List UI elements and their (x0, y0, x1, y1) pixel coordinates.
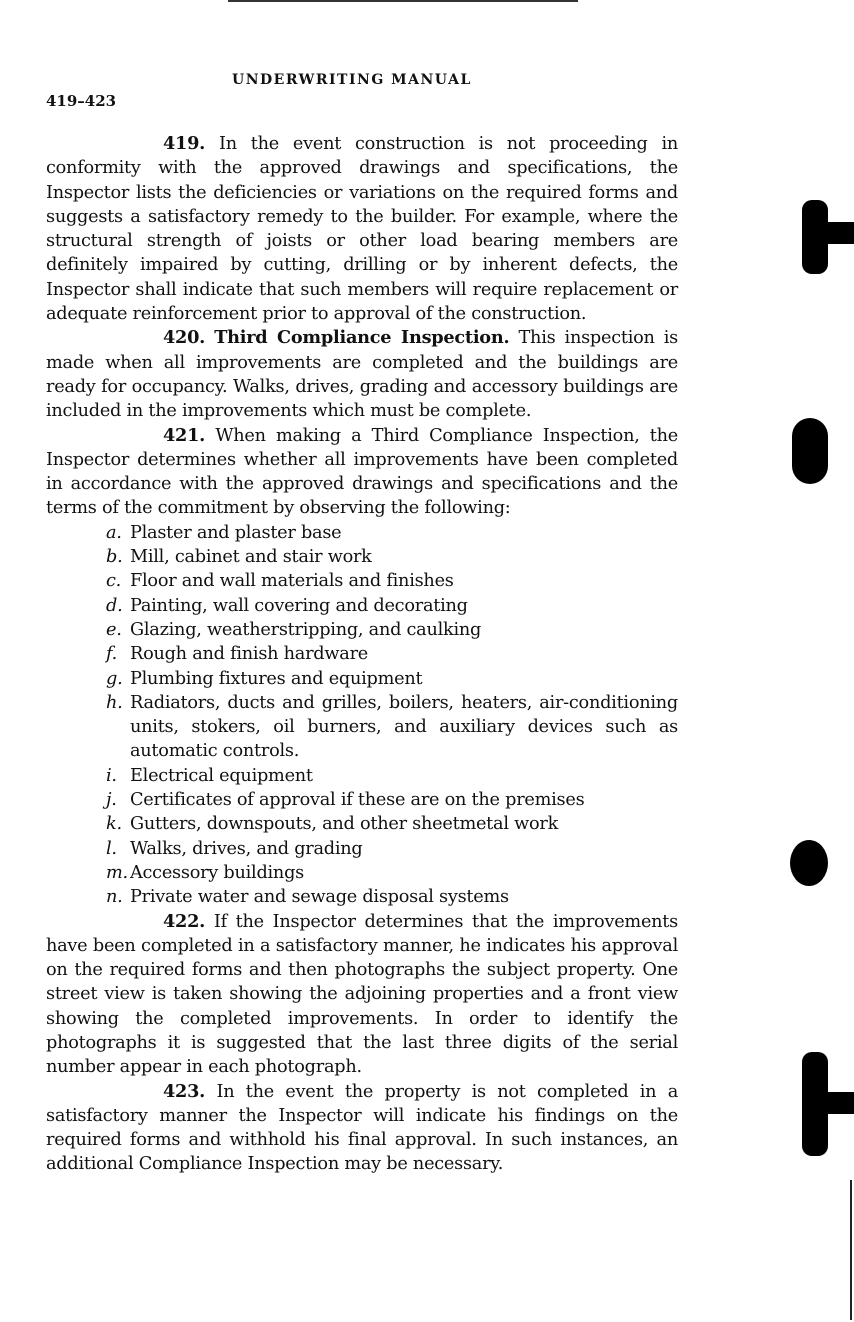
list-item (46, 521, 678, 545)
item-letter: b. (106, 547, 123, 568)
thumb-index-tab (790, 840, 828, 886)
paragraph-422 (46, 910, 678, 1080)
checklist (46, 521, 678, 910)
paragraph-number: 419. (163, 133, 206, 154)
paragraph-420 (46, 326, 678, 423)
paragraph-number: 421. (163, 424, 206, 446)
list-item (46, 545, 678, 569)
list-item (46, 667, 678, 691)
list-item (46, 642, 678, 666)
item-text: Glazing, weatherstripping, and caulking (130, 619, 482, 640)
item-letter: n. (106, 887, 123, 908)
list-item (46, 812, 678, 836)
page-edge-mark (850, 1180, 852, 1320)
section-range: 419–423 (46, 92, 117, 110)
item-letter: c. (106, 571, 122, 592)
item-letter: j. (106, 790, 117, 811)
item-letter: h. (106, 692, 123, 713)
item-letter: e. (106, 619, 122, 640)
paragraph-text: This inspection is made when all improvements are completed and the buildings are ready for occupancy. Walks, drives, grading and accessory buildings are included in the improvements which must be complete. (46, 328, 679, 422)
item-letter: f. (106, 644, 118, 665)
list-item (46, 837, 678, 861)
top-rule (228, 0, 578, 2)
list-item (46, 788, 678, 812)
item-text: Plumbing fixtures and equipment (130, 668, 423, 689)
paragraph-text: In the event the property is not completed in a satisfactory manner the Inspector will indicate his findings on the required forms and withhold his final approval. In such instances, an additional Compliance Inspection may be necessary. (46, 1081, 678, 1175)
body-text (46, 132, 678, 1177)
paragraph-423 (46, 1080, 678, 1177)
paragraph-421 (46, 424, 678, 521)
item-text: Radiators, ducts and grilles, boilers, heaters, air-conditioning units, stokers, oil burners, and auxiliary devices such as automatic controls. (130, 692, 678, 762)
item-text: Painting, wall covering and decorating (130, 595, 468, 616)
thumb-index-tab-notch (802, 222, 854, 244)
paragraph-419 (46, 132, 678, 326)
item-letter: m. (106, 862, 128, 883)
list-item (46, 691, 678, 764)
page-header: UNDERWRITING MANUAL (232, 72, 472, 88)
list-item (46, 764, 678, 788)
item-text: Plaster and plaster base (130, 522, 342, 543)
item-text: Accessory buildings (130, 862, 304, 883)
item-text: Mill, cabinet and stair work (130, 547, 372, 568)
list-item (46, 594, 678, 618)
paragraph-number: 423. (163, 1080, 206, 1102)
item-letter: k. (106, 814, 122, 835)
thumb-index-tab (792, 418, 828, 484)
item-text: Certificates of approval if these are on the premises (130, 790, 585, 811)
item-text: Walks, drives, and grading (130, 838, 363, 859)
item-letter: d. (106, 595, 123, 616)
item-text: Rough and finish hardware (130, 644, 368, 665)
paragraph-heading: Third Compliance Inspection. (214, 327, 510, 349)
item-letter: a. (106, 522, 122, 543)
thumb-index-tab-notch (802, 1092, 854, 1114)
item-letter: g. (106, 668, 123, 689)
item-letter: l. (106, 838, 117, 859)
list-item (46, 885, 678, 909)
paragraph-text: In the event construction is not proceeding in conformity with the approved drawings and specifications, the Inspector lists the deficiencies or variations on the required forms and suggests a satisfactory remedy to the builder. For example, where the structural strength of joists or other load bearing members are definitely impaired by cutting, drilling or by inherent defects, the Inspector shall indicate that such members will require replacement or adequate reinforcement prior to approval of the construction. (46, 134, 678, 325)
paragraph-number: 422. (163, 910, 206, 932)
paragraph-text: When making a Third Compliance Inspection, the Inspector determines whether all improvements have been completed in accordance with the approved drawings and specifications and the terms of the commitment by observing the following: (46, 425, 679, 519)
list-item (46, 569, 678, 593)
paragraph-number: 420. (163, 327, 206, 349)
item-text: Electrical equipment (130, 765, 313, 786)
list-item (46, 861, 678, 885)
list-item (46, 618, 678, 642)
item-text: Private water and sewage disposal systems (130, 887, 509, 908)
item-letter: i. (106, 765, 117, 786)
item-text: Floor and wall materials and finishes (130, 571, 454, 592)
paragraph-text: If the Inspector determines that the improvements have been completed in a satisfactory manner, he indicates his approval on the required forms and then photographs the subject property. One street view is taken showing the adjoining properties and a front view showing the completed improvements. In order to identify the photographs it is suggested that the last three digits of the serial number appear in each photograph. (46, 911, 678, 1078)
item-text: Gutters, downspouts, and other sheetmetal work (130, 814, 559, 835)
